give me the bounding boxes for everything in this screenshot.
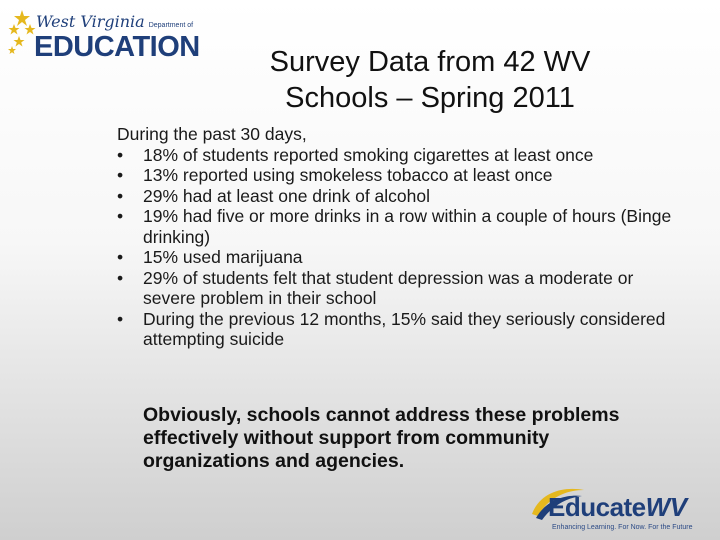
logo-brand-part-2: WV (645, 492, 687, 522)
educatewv-logo (528, 484, 714, 538)
logo-brand-part-1: Educate (548, 492, 646, 522)
logo-tagline: Enhancing Learning. For Now. For the Future (552, 524, 693, 531)
slide-body (117, 124, 677, 350)
logo-brand-name (548, 492, 687, 523)
list-item: • 29% had at least one drink of alcohol (117, 186, 677, 207)
slide-title-line-1: Survey Data from 42 WV (269, 46, 591, 78)
bullet-list (117, 145, 677, 350)
list-item: • 15% used marijuana (117, 247, 677, 268)
list-item: • 13% reported using smokeless tobacco at least once (117, 165, 677, 186)
list-item: • 19% had five or more drinks in a row within a couple of hours (Binge drinking) (117, 206, 677, 247)
wv-education-logo (8, 6, 200, 66)
list-item: • During the previous 12 months, 15% said they seriously considered attempting suicide (117, 309, 677, 350)
logo-state-name: West Virginia (36, 12, 145, 31)
logo-dept-text: Department of (148, 22, 194, 29)
closing-statement: Obviously, schools cannot address these problems effectively without support from community organizations and agencies. (143, 404, 620, 472)
slide-title-line-2: Schools – Spring 2011 (285, 82, 575, 114)
slide-title (200, 44, 660, 116)
intro-text: During the past 30 days, (117, 124, 307, 144)
list-item: • 29% of students felt that student depression was a moderate or severe problem in their school (117, 268, 677, 309)
logo-education-text: EDUCATION (34, 31, 200, 63)
list-item: • 18% of students reported smoking cigarettes at least once (117, 145, 677, 166)
